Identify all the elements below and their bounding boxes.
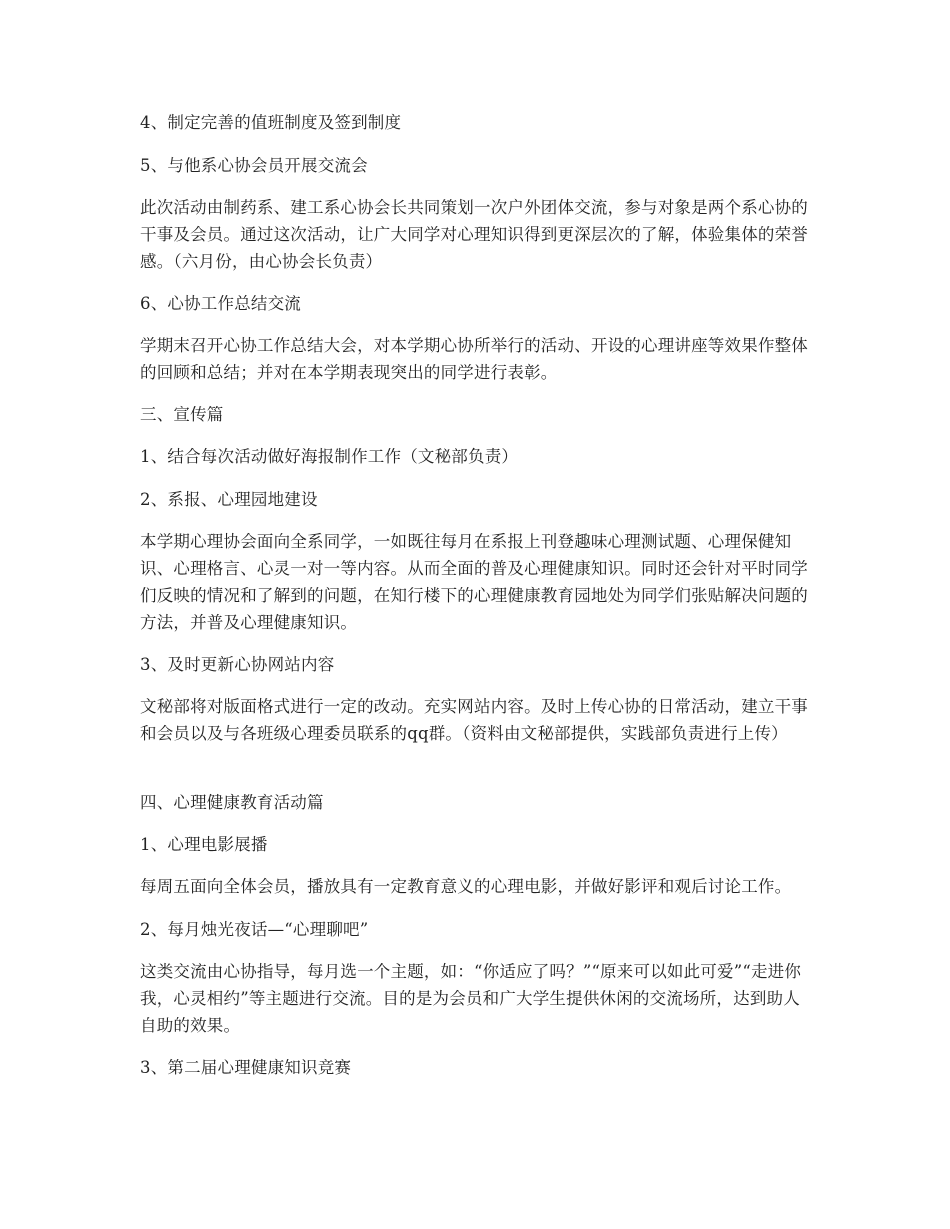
item-heading-exchange-meeting: 5、与他系心协会员开展交流会: [140, 156, 368, 175]
item-heading-website-update: 3、及时更新心协网站内容: [140, 655, 335, 674]
item-heading-knowledge-contest: 3、第二届心理健康知识竞赛: [140, 1058, 352, 1077]
item-heading-movie-screening: 1、心理电影展播: [140, 835, 268, 854]
item-heading-newsletter-garden: 2、系报、心理园地建设: [140, 490, 318, 509]
paragraph-website-update: 文秘部将对版面格式进行一定的改动。充实网站内容。及时上传心协的日常活动，建立干事和会员以及与各班级心理委员联系的qq群。（资料由文秘部提供，实践部负责进行上传）: [140, 697, 808, 743]
paragraph-candlelight-talk: 这类交流由心协指导，每月选一个主题，如：“你适应了吗？”“原来可以如此可爱”“走进你我，心灵相约”等主题进行交流。目的是为会员和广大学生提供休闲的交流场所，达到助人自助的效果。: [140, 962, 802, 1035]
item-heading-work-summary: 6、心协工作总结交流: [140, 294, 301, 313]
item-heading-posters: 1、结合每次活动做好海报制作工作（文秘部负责）: [140, 447, 519, 466]
paragraph-work-summary: 学期末召开心协工作总结大会，对本学期心协所举行的活动、开设的心理讲座等效果作整体的回顾和总结；并对在本学期表现突出的同学进行表彰。: [140, 336, 808, 382]
section-heading-publicity: 三、宣传篇: [140, 405, 224, 424]
item-heading-candlelight-talk: 2、每月烛光夜话—“心理聊吧”: [140, 920, 369, 939]
paragraph-newsletter-garden: 本学期心理协会面向全系同学，一如既往每月在系报上刊登趣味心理测试题、心理保健知识、心理格言、心灵一对一等内容。从而全面的普及心理健康知识。同时还会针对平时同学们反映的情况和了解到的问题，在知行楼下的心理健康教育园地处为同学们张贴解决问题的方法，并普及心理健康知识。: [140, 532, 808, 632]
section-heading-education-activities: 四、心理健康教育活动篇: [140, 793, 324, 812]
paragraph-exchange-meeting: 此次活动由制药系、建工系心协会长共同策划一次户外团体交流，参与对象是两个系心协的干事及会员。通过这次活动，让广大同学对心理知识得到更深层次的了解，体验集体的荣誉感。（六月份，由心协会长负责）: [140, 198, 808, 271]
item-heading-duty-system: 4、制定完善的值班制度及签到制度: [140, 113, 402, 132]
paragraph-movie-screening: 每周五面向全体会员，播放具有一定教育意义的心理电影，并做好影评和观后讨论工作。: [140, 877, 792, 896]
